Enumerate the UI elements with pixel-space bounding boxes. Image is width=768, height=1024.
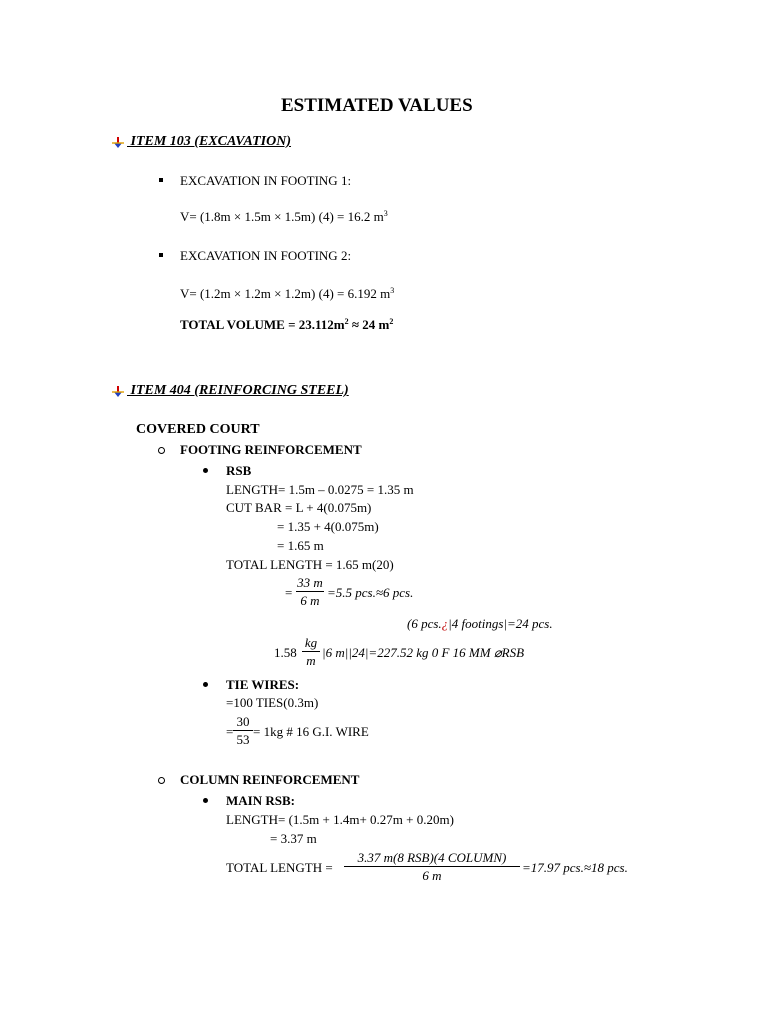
rsb-weight-rest: |6 m||24|=227.52 kg 0 F 16 MM ⌀RSB: [322, 645, 525, 660]
main-rsb-total-prefix: TOTAL LENGTH =: [226, 860, 333, 875]
arrow-bullet-icon: [112, 386, 124, 398]
main-rsb-length-2: = 3.37 m: [270, 831, 317, 846]
dot-bullet-icon: [203, 468, 208, 473]
footing1-label: EXCAVATION IN FOOTING 1:: [180, 173, 352, 188]
rsb-pcs-line: (6 pcs.¿|4 footings|=24 pcs.: [407, 616, 553, 631]
page-title: ESTIMATED VALUES: [281, 95, 473, 116]
dot-bullet-icon: [203, 682, 208, 687]
rsb-label: RSB: [226, 463, 252, 478]
footing-reinforcement-heading: FOOTING REINFORCEMENT: [180, 442, 362, 457]
footing1-formula: V= (1.8m × 1.5m × 1.5m) (4) = 16.2 $m^3$: [180, 209, 388, 224]
tie-wires-eq-prefix: =: [226, 724, 234, 739]
main-rsb-frac-num: 3.37 m(8 RSB)(4 COLUMN): [357, 850, 507, 865]
square-bullet-icon: [159, 178, 163, 182]
rsb-frac-den: 6 m: [300, 593, 320, 608]
circle-bullet-icon: [158, 447, 165, 454]
total-volume: TOTAL VOLUME = $23.112m^2 \approx 24$ $m^2$: [180, 317, 394, 332]
main-rsb-fraction: [344, 851, 520, 882]
rsb-cut-bar-2: = 1.35 + 4(0.075m): [277, 519, 379, 534]
tie-wires-result: = 1kg # 16 G.I. WIRE: [253, 724, 369, 739]
rsb-cut-bar-3: = 1.65 m: [277, 538, 324, 553]
item-404-heading: ITEM 404 (REINFORCING STEEL): [130, 383, 349, 398]
rsb-weight-prefix: 1.58: [274, 645, 297, 660]
covered-court-heading: COVERED COURT: [136, 422, 260, 437]
rsb-weight-fraction: [302, 636, 320, 667]
rsb-cut-bar: CUT BAR = L + 4(0.075m): [226, 500, 372, 515]
tie-wires-label: TIE WIRES:: [226, 677, 300, 692]
circle-bullet-icon: [158, 777, 165, 784]
tie-wires-frac-num: 30: [236, 714, 250, 729]
square-bullet-icon: [159, 253, 163, 257]
tie-wires-fraction: [233, 715, 253, 746]
rsb-weight-num: kg: [304, 635, 318, 650]
footing2-label: EXCAVATION IN FOOTING 2:: [180, 248, 352, 263]
item-103-heading: ITEM 103 (EXCAVATION): [130, 134, 292, 149]
tie-wires-frac-den: 53: [236, 732, 250, 747]
rsb-fraction: [296, 576, 324, 607]
main-rsb-result: =17.97 pcs.≈18 pcs.: [522, 860, 628, 875]
rsb-weight-den: m: [306, 653, 316, 668]
rsb-eq-result: =5.5 pcs.≈6 pcs.: [327, 585, 414, 600]
column-reinforcement-heading: COLUMN REINFORCEMENT: [180, 772, 360, 787]
main-rsb-frac-den: 6 m: [422, 868, 442, 883]
dot-bullet-icon: [203, 798, 208, 803]
main-rsb-length: LENGTH= (1.5m + 1.4m+ 0.27m + 0.20m): [226, 812, 454, 827]
arrow-bullet-icon: [112, 137, 124, 149]
footing2-formula: V= (1.2m × 1.2m × 1.2m) (4) = 6.192 $m^3$: [180, 286, 395, 301]
main-rsb-label: MAIN RSB:: [226, 793, 295, 808]
rsb-eq-prefix: =: [285, 585, 293, 600]
tie-wires-count: =100 TIES(0.3m): [226, 695, 319, 710]
rsb-length: LENGTH= 1.5m – 0.0275 = 1.35 m: [226, 482, 414, 497]
rsb-frac-num: 33 m: [297, 575, 323, 590]
rsb-total-length: TOTAL LENGTH = 1.65 m(20): [226, 557, 394, 572]
